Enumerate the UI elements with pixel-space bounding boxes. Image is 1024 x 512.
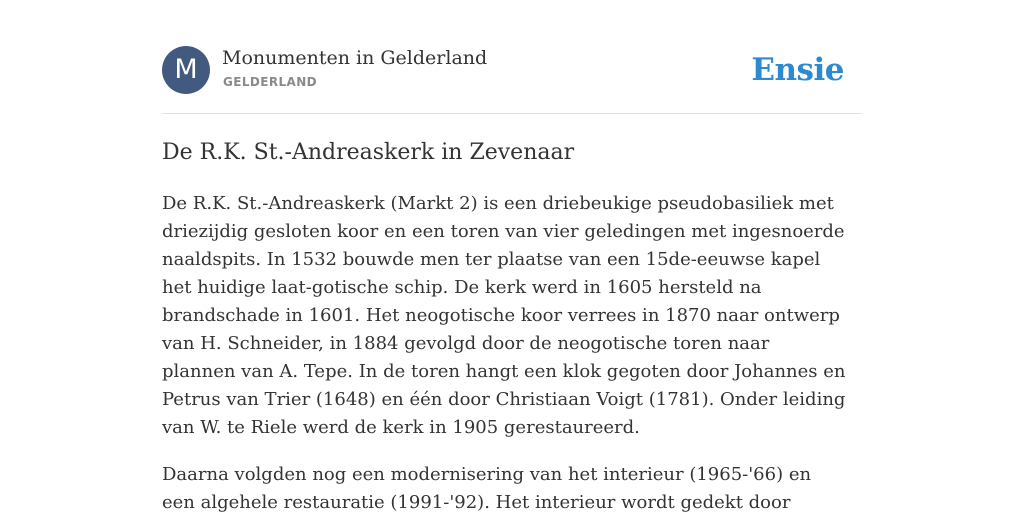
avatar[interactable]: M (162, 46, 210, 94)
article-paragraph: Daarna volgden nog een modernisering van het interieur (1965-'66) en een algehele restauratie (1991-'92). Het interieur wordt gedekt door (162, 464, 812, 512)
page-title: De R.K. St.-Andreaskerk in Zevenaar (162, 140, 575, 165)
site-header (162, 46, 862, 96)
article-body (162, 190, 847, 512)
site-title-link[interactable]: Monumenten in Gelderland (222, 47, 488, 69)
header-divider (162, 113, 862, 114)
article-paragraph: De R.K. St.-Andreaskerk (Markt 2) is een driebeukige pseudobasiliek met driezijdig gesloten koor en een toren van vier geledingen met ingesnoerde naaldspits. In 1532 bouwde men ter plaatse van een 15de-eeuwse kapel het huidige laat-gotische schip. De kerk werd in 1605 hersteld na brandschade in 1601. Het neogotische koor verrees in 1870 naar ontwerp van H. Schneider, in 1884 gevolgd door de neogotische toren naar plannen van A. Tepe. In de toren hangt een klok gegoten door Johannes en Petrus van Trier (1648) en één door Christiaan Voigt (1781). Onder leiding van W. te Riele werd de kerk in 1905 gerestaureerd. (162, 193, 846, 438)
ensie-logo[interactable]: Ensie (751, 52, 844, 88)
site-subtitle[interactable]: GELDERLAND (223, 75, 318, 89)
